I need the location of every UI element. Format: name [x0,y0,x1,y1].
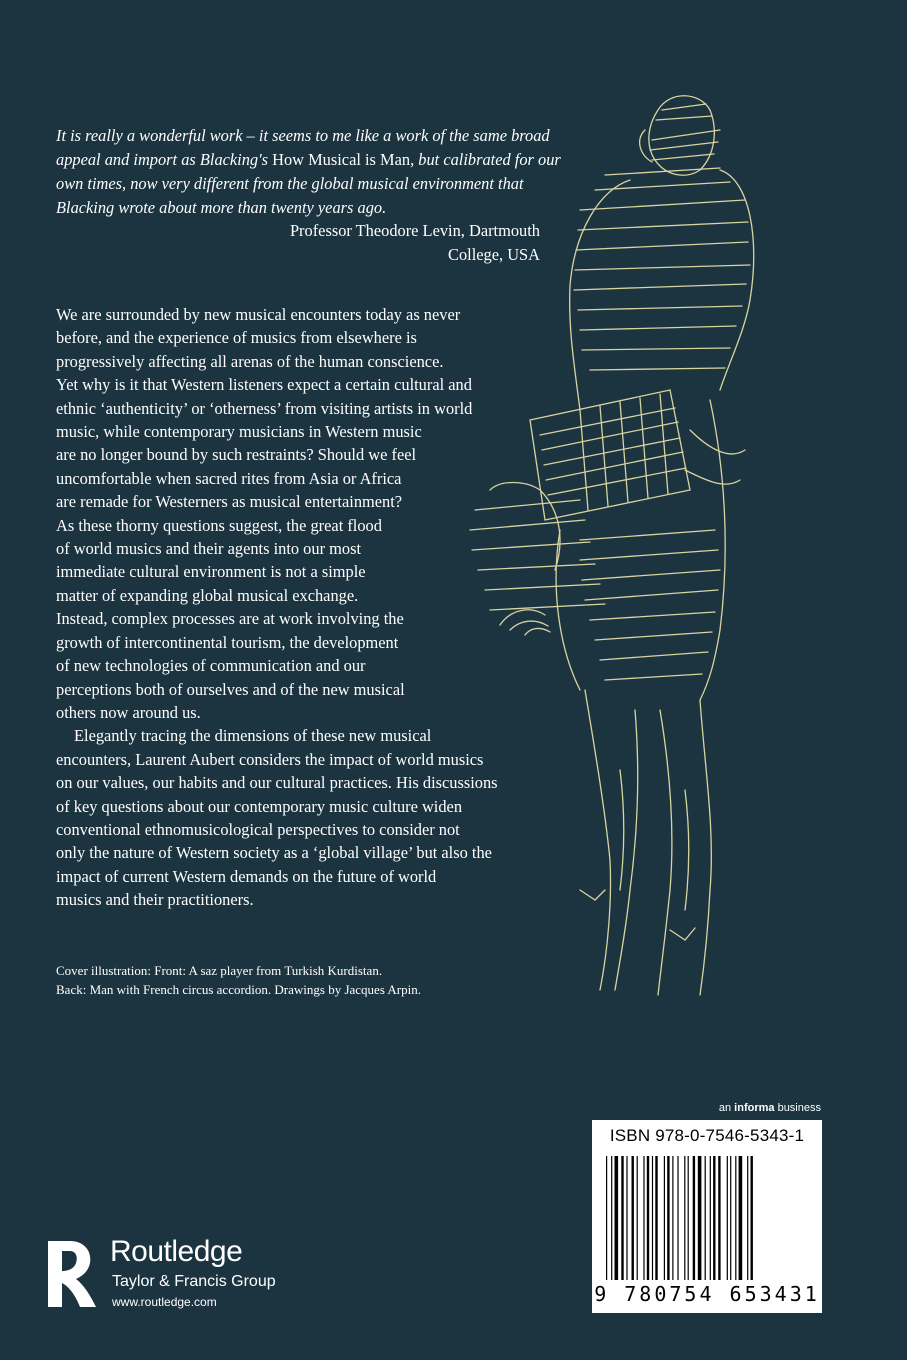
barcode-bar [655,1156,657,1280]
description-line: As these thorny questions suggest, the great flood [56,515,382,535]
barcode-bar [632,1156,634,1280]
description-line: encounters, Laurent Aubert considers the impact of world musics [56,749,484,769]
description-line: uncomfortable when sacred rites from Asia or Africa [56,468,402,488]
description-line: perceptions both of ourselves and of the new musical [56,679,405,699]
description-line: growth of intercontinental tourism, the development [56,632,399,652]
description-line: music, while contemporary musicians in Western music [56,422,422,442]
description-line: Yet why is it that Western listeners expect a certain cultural and [56,375,472,395]
quote-line: Blacking wrote about more than twenty years ago. [56,198,387,217]
description-line: Instead, complex processes are at work involving the [56,609,404,629]
description-line: others now around us. [56,702,201,722]
publisher-url: www.routledge.com [112,1295,217,1309]
barcode-bar [667,1156,669,1280]
barcode-bar [710,1156,711,1280]
barcode-bars [604,1156,810,1280]
quote-line: It is really a wonderful work – it seems to me like a work of the same broad [56,126,550,145]
book-description [56,303,556,912]
description-line: on our values, our habits and our cultural practices. His discussions [56,773,498,793]
description-line: We are surrounded by new musical encounters today as never [56,305,461,324]
barcode-bar [693,1156,695,1280]
barcode-bar [705,1156,706,1280]
ean-digits: 9 780754 653431 [594,1282,820,1306]
informa-brand: informa [734,1102,775,1114]
quote-attribution [255,219,540,267]
description-line: of key questions about our contemporary music culture widen [56,796,463,816]
barcode-bar [626,1156,627,1280]
quote-line: , but calibrated for our [410,150,561,169]
informa-prefix: an [718,1102,735,1114]
barcode-bar [621,1156,623,1280]
quote-book-title: How Musical is Man [272,150,411,169]
barcode-bar [672,1156,673,1280]
barcode-bar [713,1156,715,1280]
barcode-bar [727,1156,728,1280]
publisher-logo [14,1235,340,1332]
credit-line: Cover illustration: Front: A saz player from Turkish Kurdistan. [56,963,383,978]
barcode-bar [747,1156,748,1280]
attribution-line: College, USA [448,245,540,264]
barcode-bar [615,1156,619,1280]
description-line: are no longer bound by such restraints? Should we feel [56,445,417,465]
barcode-bar [718,1156,720,1280]
description-line: of new technologies of communication and our [56,656,366,676]
barcode-bar [677,1156,678,1280]
barcode-bar [698,1156,702,1280]
barcode-bar [735,1156,736,1280]
barcode-bar [751,1156,753,1280]
description-line: musics and their practitioners. [56,890,254,910]
informa-tagline [719,1102,821,1114]
description-line: of world musics and their agents into our most [56,539,362,559]
description-line: progressively affecting all arenas of the human conscience. [56,351,444,371]
isbn-label: ISBN 978-0-7546-5343-1 [609,1126,805,1145]
barcode-bar [739,1156,743,1280]
barcode-bar [684,1156,685,1280]
barcode-bar [730,1156,731,1280]
routledge-logo-icon [14,1235,102,1332]
cover-credits [56,962,556,999]
publisher-name: Routledge [110,1235,243,1268]
informa-suffix: business [774,1102,821,1114]
description-line: Elegantly tracing the dimensions of these new musical [74,726,432,746]
description-line: ethnic ‘authenticity’ or ‘otherness’ from visiting artists in world [56,398,473,418]
barcode-bar [664,1156,665,1280]
barcode-bar [637,1156,638,1280]
description-line: conventional ethnomusicological perspectives to consider not [56,819,460,839]
routledge-logo-text: ROUTLEDGE [14,1275,24,1332]
barcode-bar [643,1156,644,1280]
description-line: impact of current Western demands on the future of world [56,866,437,886]
description-line: only the nature of Western society as a ‘global village’ but also the [56,843,492,863]
barcode-bar [647,1156,649,1280]
review-quote [56,124,596,220]
credit-line: Back: Man with French circus accordion. Drawings by Jacques Arpin. [56,981,421,997]
publisher-group: Taylor & Francis Group [112,1273,276,1290]
description-line: before, and the experience of musics from elsewhere is [56,328,417,348]
barcode-bar [688,1156,689,1280]
barcode-bar [652,1156,653,1280]
quote-line: own times, now very different from the global musical environment that [56,174,524,193]
barcode-bar [606,1156,607,1280]
description-line: are remade for Westerners as musical entertainment? [56,492,403,512]
isbn-barcode [592,1120,822,1313]
description-line: matter of expanding global musical exchange. [56,585,359,605]
barcode-bar [611,1156,612,1280]
description-line: immediate cultural environment is not a simple [56,562,366,582]
attribution-line: Professor Theodore Levin, Dartmouth [289,221,540,240]
quote-line: appeal and import as Blacking's [56,150,273,169]
